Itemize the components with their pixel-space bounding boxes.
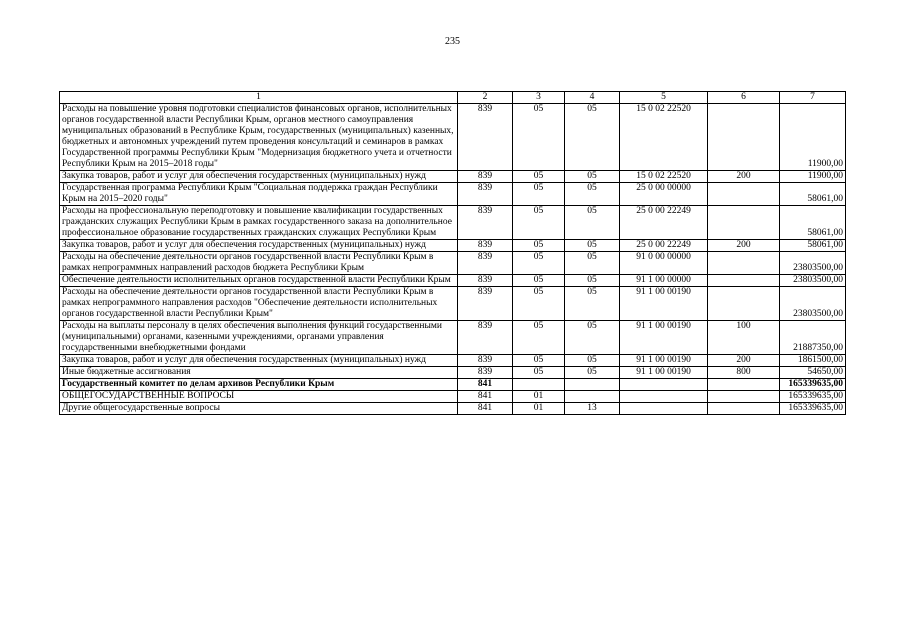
section-code: 05	[513, 206, 565, 240]
section-code: 05	[513, 355, 565, 367]
admin-code: 841	[458, 403, 513, 415]
table-row	[60, 171, 846, 183]
row-description: ОБЩЕГОСУДАРСТВЕННЫЕ ВОПРОСЫ	[60, 391, 458, 403]
amount: 165339635,00	[780, 391, 846, 403]
subsection-code: 05	[565, 206, 620, 240]
section-code: 01	[513, 391, 565, 403]
admin-code: 839	[458, 206, 513, 240]
table-row	[60, 206, 846, 240]
expense-type-code	[708, 206, 780, 240]
column-header: 7	[780, 92, 846, 104]
column-header: 5	[620, 92, 708, 104]
subsection-code: 13	[565, 403, 620, 415]
subsection-code: 05	[565, 104, 620, 171]
subsection-code: 05	[565, 252, 620, 275]
column-header: 2	[458, 92, 513, 104]
row-description: Государственный комитет по делам архивов Республики Крым	[60, 379, 458, 391]
expense-type-code	[708, 183, 780, 206]
amount: 23803500,00	[780, 287, 846, 321]
page-number: 235	[445, 36, 460, 47]
section-code: 05	[513, 252, 565, 275]
admin-code: 839	[458, 367, 513, 379]
row-description: Другие общегосударственные вопросы	[60, 403, 458, 415]
amount: 23803500,00	[780, 252, 846, 275]
table-row	[60, 183, 846, 206]
column-header: 1	[60, 92, 458, 104]
subsection-code	[565, 379, 620, 391]
subsection-code: 05	[565, 367, 620, 379]
row-description: Закупка товаров, работ и услуг для обеспечения государственных (муниципальных) нужд	[60, 240, 458, 252]
subsection-code	[565, 391, 620, 403]
amount: 58061,00	[780, 183, 846, 206]
amount: 23803500,00	[780, 275, 846, 287]
expense-type-code: 800	[708, 367, 780, 379]
section-code: 05	[513, 321, 565, 355]
target-article-code: 91 1 00 00190	[620, 367, 708, 379]
section-code	[513, 379, 565, 391]
row-description: Закупка товаров, работ и услуг для обеспечения государственных (муниципальных) нужд	[60, 355, 458, 367]
amount: 58061,00	[780, 206, 846, 240]
amount: 11900,00	[780, 171, 846, 183]
row-description: Расходы на обеспечение деятельности органов государственной власти Республики Крым в рамках непрограммных направлений расходов бюджета Республики Крым	[60, 252, 458, 275]
section-code: 05	[513, 240, 565, 252]
table-row	[60, 240, 846, 252]
expense-type-code	[708, 287, 780, 321]
target-article-code: 25 0 00 22249	[620, 240, 708, 252]
subsection-code: 05	[565, 183, 620, 206]
admin-code: 839	[458, 171, 513, 183]
expense-type-code: 200	[708, 240, 780, 252]
target-article-code	[620, 379, 708, 391]
admin-code: 839	[458, 240, 513, 252]
subsection-code: 05	[565, 355, 620, 367]
subsection-code: 05	[565, 240, 620, 252]
target-article-code	[620, 391, 708, 403]
expense-type-code: 200	[708, 355, 780, 367]
expense-type-code	[708, 391, 780, 403]
section-code: 05	[513, 171, 565, 183]
table-row	[60, 104, 846, 171]
admin-code: 841	[458, 391, 513, 403]
target-article-code: 25 0 00 00000	[620, 183, 708, 206]
header-row	[60, 92, 846, 104]
section-code: 05	[513, 275, 565, 287]
subsection-code: 05	[565, 321, 620, 355]
table-row	[60, 252, 846, 275]
row-description: Иные бюджетные ассигнования	[60, 367, 458, 379]
column-header: 3	[513, 92, 565, 104]
section-code: 05	[513, 183, 565, 206]
table-row	[60, 287, 846, 321]
expense-type-code: 200	[708, 171, 780, 183]
expense-type-code	[708, 379, 780, 391]
admin-code: 839	[458, 287, 513, 321]
subsection-code: 05	[565, 275, 620, 287]
expense-type-code	[708, 252, 780, 275]
target-article-code: 91 1 00 00190	[620, 287, 708, 321]
target-article-code: 91 0 00 00000	[620, 252, 708, 275]
target-article-code: 25 0 00 22249	[620, 206, 708, 240]
admin-code: 839	[458, 183, 513, 206]
admin-code: 839	[458, 275, 513, 287]
table-row	[60, 355, 846, 367]
section-code: 05	[513, 104, 565, 171]
row-description: Государственная программа Республики Крым "Социальная поддержка граждан Республики Крым на 2015–2020 годы"	[60, 183, 458, 206]
target-article-code: 15 0 02 22520	[620, 171, 708, 183]
target-article-code: 15 0 02 22520	[620, 104, 708, 171]
subsection-code: 05	[565, 171, 620, 183]
table-row	[60, 403, 846, 415]
amount: 58061,00	[780, 240, 846, 252]
section-code: 05	[513, 367, 565, 379]
amount: 11900,00	[780, 104, 846, 171]
expense-type-code	[708, 275, 780, 287]
target-article-code: 91 1 00 00190	[620, 321, 708, 355]
amount: 165339635,00	[780, 403, 846, 415]
admin-code: 839	[458, 252, 513, 275]
table-row	[60, 275, 846, 287]
row-description: Расходы на выплаты персоналу в целях обеспечения выполнения функций государственными (муниципальными) органами, казенными учреждениями, органами управления государственными внебюджетными фондами	[60, 321, 458, 355]
row-description: Расходы на профессиональную переподготовку и повышение квалификации государственных гражданских служащих Республики Крым в рамках государственного заказа на дополнительное профессиональное образование государственных гражданских служащих Республики Крым	[60, 206, 458, 240]
column-header: 6	[708, 92, 780, 104]
admin-code: 839	[458, 355, 513, 367]
target-article-code: 91 1 00 00190	[620, 355, 708, 367]
column-header: 4	[565, 92, 620, 104]
row-description: Расходы на повышение уровня подготовки специалистов финансовых органов, исполнительных органов государственной власти Республики Крым, органов местного самоуправления муниципальных образований в Республике Крым, государственных (муниципальных) казенных, бюджетных и автономных учреждений путем проведения консультаций и семинаров в рамках Государственной программы Республики Крым "Модернизация бюджетного учета и отчетности Республики Крым на 2015–2018 годы"	[60, 104, 458, 171]
amount: 21887350,00	[780, 321, 846, 355]
amount: 1861500,00	[780, 355, 846, 367]
section-code: 05	[513, 287, 565, 321]
subsection-code: 05	[565, 287, 620, 321]
table-row	[60, 367, 846, 379]
admin-code: 841	[458, 379, 513, 391]
row-description: Закупка товаров, работ и услуг для обеспечения государственных (муниципальных) нужд	[60, 171, 458, 183]
row-description: Расходы на обеспечение деятельности органов государственной власти Республики Крым в рамках непрограммного направления расходов "Обеспечение деятельности исполнительных органов государственной власти Республики Крым"	[60, 287, 458, 321]
target-article-code	[620, 403, 708, 415]
admin-code: 839	[458, 321, 513, 355]
target-article-code: 91 1 00 00000	[620, 275, 708, 287]
row-description: Обеспечение деятельности исполнительных органов государственной власти Республики Крым	[60, 275, 458, 287]
amount: 54650,00	[780, 367, 846, 379]
admin-code: 839	[458, 104, 513, 171]
expense-type-code	[708, 403, 780, 415]
section-code: 01	[513, 403, 565, 415]
budget-table	[59, 91, 846, 415]
expense-type-code	[708, 104, 780, 171]
table-row	[60, 379, 846, 391]
table-row	[60, 321, 846, 355]
expense-type-code: 100	[708, 321, 780, 355]
table-row	[60, 391, 846, 403]
amount: 165339635,00	[780, 379, 846, 391]
